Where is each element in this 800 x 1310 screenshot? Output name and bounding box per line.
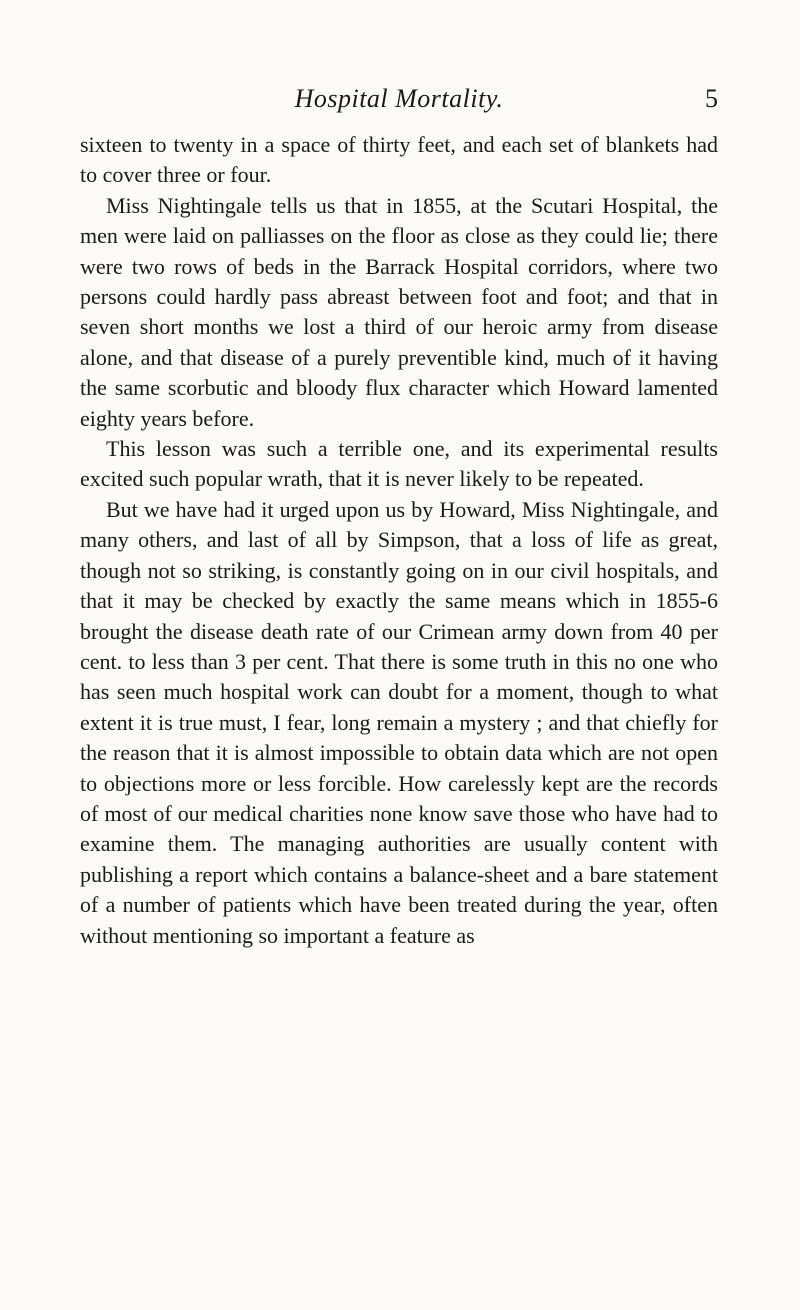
book-page	[80, 80, 718, 951]
paragraph-lesson: This lesson was such a terrible one, and its experimental results excited such popular wrath, that it is never likely to be repeated.	[80, 436, 718, 492]
body-text	[80, 130, 718, 951]
paragraph-scutari: Miss Nightingale tells us that in 1855, at the Scutari Hospital, the men were laid on palliasses on the floor as close as they could lie; there were two rows of beds in the Barrack Hospital corridors, where two persons could hardly pass abreast between foot and foot; and that in seven short months we lost a third of our heroic army from disease alone, and that disease of a purely preventible kind, much of it having the same scorbutic and bloody flux character which Howard lamented eighty years before.	[80, 192, 718, 431]
paragraph-continuation: sixteen to twenty in a space of thirty feet, and each set of blankets had to cover three or four.	[80, 132, 718, 188]
paragraph-civil-hospitals: But we have had it urged upon us by Howard, Miss Nightingale, and many others, and last of all by Simpson, that a loss of life as great, though not so striking, is constantly going on in our civil hospitals, and that it may be checked by exactly the same means which in 1855-6 brought the disease death rate of our Crimean army down from 40 per cent. to less than 3 per cent. That there is some truth in this no one who has seen much hospital work can doubt for a moment, though to what extent it is true must, I fear, long remain a mystery ; and that chiefly for the reason that it is almost impossible to obtain data which are not open to objections more or less forcible. How carelessly kept are the records of most of our medical charities none know save those who have had to examine them. The managing authorities are usually content with publishing a report which contains a balance-sheet and a bare statement of a number of patients which have been treated during the year, often without mentioning so important a feature as	[80, 496, 718, 948]
page-number: 5	[705, 84, 718, 113]
running-title: Hospital Mortality.	[294, 84, 504, 113]
running-head	[80, 80, 718, 130]
